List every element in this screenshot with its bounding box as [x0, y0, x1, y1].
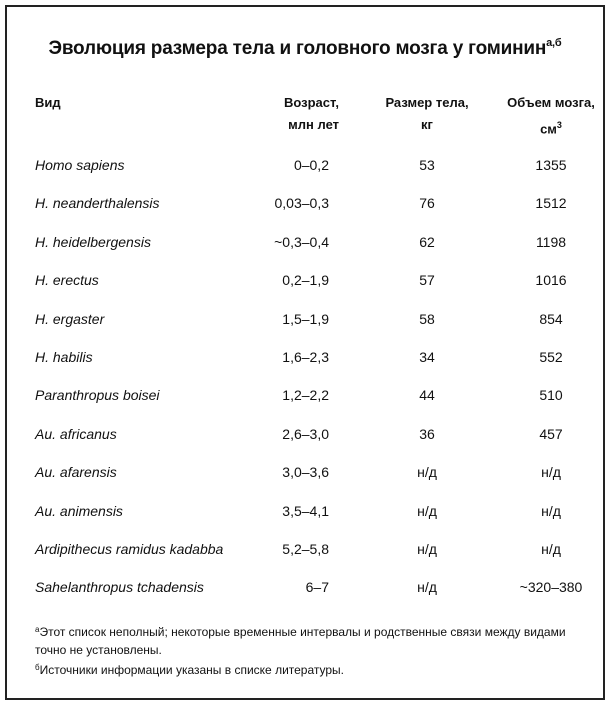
table-row [7, 577, 603, 597]
age-cell: 0,2–1,9 [282, 272, 329, 289]
species-cell: Au. africanus [35, 425, 117, 442]
title-footnote-mark: а,б [546, 37, 562, 49]
table-row [7, 155, 603, 175]
brain-volume-cell: 457 [539, 425, 563, 442]
brain-volume-cell: 854 [539, 310, 563, 327]
body-size-cell: н/д [417, 464, 437, 481]
age-cell: 3,0–3,6 [282, 464, 329, 481]
brain-volume-cell: н/д [541, 502, 561, 519]
body-size-cell: 36 [419, 425, 435, 442]
header-body-size [375, 92, 479, 136]
species-cell: H. neanderthalensis [35, 195, 160, 212]
footnote-b-mark: б [35, 663, 40, 672]
age-cell: 5,2–5,8 [282, 541, 329, 557]
brain-volume-cell: 1016 [535, 272, 567, 289]
age-cell: 0,03–0,3 [274, 195, 329, 212]
body-size-cell: н/д [417, 579, 437, 596]
brain-volume-cell: ~320–380 [519, 579, 583, 596]
footnote-a [35, 621, 595, 659]
species-cell: Au. afarensis [35, 464, 117, 481]
header-species: Вид [35, 95, 61, 110]
species-cell: H. heidelbergensis [35, 233, 151, 250]
header-brain-unit-power: 3 [556, 120, 562, 130]
footnote-b [35, 659, 595, 679]
table-row [7, 270, 603, 290]
brain-volume-cell: 1512 [535, 195, 567, 212]
species-cell: Sahelanthropus tchadensis [35, 579, 204, 596]
brain-volume-cell: н/д [541, 464, 561, 481]
body-size-cell: 57 [419, 272, 435, 289]
header-brain-volume [495, 92, 607, 140]
species-cell: Ardipithecus ramidus kadabba [35, 541, 224, 557]
footnote-a-mark: а [35, 625, 40, 634]
body-size-cell: 34 [419, 349, 435, 365]
age-cell: ~0,3–0,4 [274, 233, 329, 250]
table-row [7, 462, 603, 482]
brain-volume-cell: 552 [539, 349, 563, 365]
header-age-line1: Возраст, [283, 95, 339, 110]
brain-volume-cell: 1355 [535, 157, 567, 173]
table-frame [5, 5, 605, 700]
footnote-b-text: Источники информации указаны в списке литературы. [39, 663, 345, 677]
table-row [7, 347, 603, 367]
species-cell: Homo sapiens [35, 157, 125, 173]
age-cell: 3,5–4,1 [282, 502, 329, 519]
header-age [237, 92, 339, 136]
table-row [7, 232, 603, 252]
body-size-cell: 58 [419, 310, 435, 327]
species-cell: Paranthropus boisei [35, 387, 160, 404]
brain-volume-cell: н/д [541, 541, 561, 557]
species-cell: Au. animensis [35, 502, 123, 519]
age-cell: 2,6–3,0 [282, 425, 329, 442]
age-cell: 1,5–1,9 [282, 310, 329, 327]
title-text: Эволюция размера тела и головного мозга у гоминин [48, 38, 547, 59]
table-title [7, 37, 603, 60]
brain-volume-cell: 510 [539, 387, 563, 404]
brain-volume-cell: 1198 [535, 233, 567, 250]
species-cell: H. habilis [35, 349, 93, 365]
body-size-cell: н/д [417, 502, 437, 519]
body-size-cell: 76 [419, 195, 435, 212]
header-body-line1: Размер тела, [385, 95, 469, 110]
age-cell: 0–0,2 [293, 157, 329, 173]
header-brain-line1: Объем мозга, [507, 95, 595, 110]
age-cell: 1,2–2,2 [282, 387, 329, 404]
age-cell: 1,6–2,3 [282, 349, 329, 365]
body-size-cell: 62 [419, 233, 435, 250]
body-size-cell: н/д [417, 541, 437, 557]
species-cell: H. erectus [35, 272, 99, 289]
table-row [7, 193, 603, 213]
footnote-a-text: Этот список неполный; некоторые временные интервалы и родственные связи между видами точно не установлены. [35, 625, 566, 657]
species-cell: H. ergaster [35, 310, 105, 327]
table-row [7, 385, 603, 405]
header-body-line2: кг [421, 117, 433, 132]
age-cell: 6–7 [305, 579, 329, 596]
header-brain-line2: см [540, 121, 557, 137]
table-row [7, 309, 603, 329]
table-row [7, 424, 603, 444]
header-age-line2: млн лет [288, 117, 339, 132]
table-row [7, 501, 603, 521]
body-size-cell: 53 [419, 157, 435, 173]
body-size-cell: 44 [419, 387, 435, 404]
table-row [7, 539, 603, 559]
